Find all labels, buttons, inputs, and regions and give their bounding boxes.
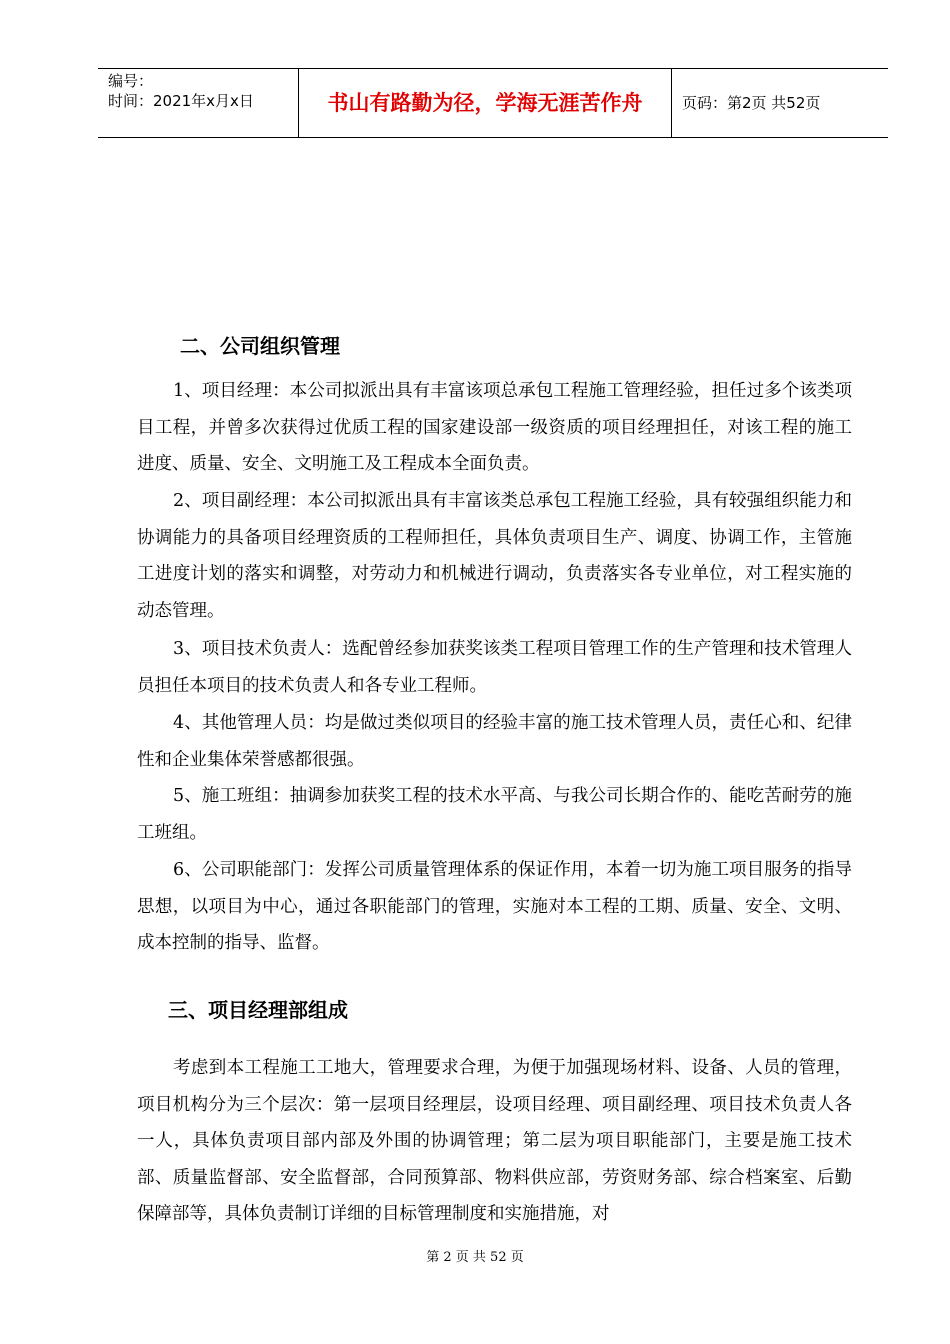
paragraph: 5、施工班组：抽调参加获奖工程的技术水平高、与我公司长期合作的、能吃苦耐劳的施工班组。 — [137, 786, 852, 843]
header-code-label: 编号： — [108, 72, 154, 90]
header-time-label: 时间：2021年x月x日 — [108, 92, 254, 110]
section-heading-project-department: 三、项目经理部组成 — [168, 998, 348, 1022]
paragraph: 考虑到本工程施工工地大，管理要求合理，为便于加强现场材料、设备、人员的管理，项目机构分为三个层次：第一层项目经理层，设项目经理、项目副经理、项目技术负责人各一人，具体负责项目部内部及外围的协调管理；第二层为项目职能部门，主要是施工技术部、质量监督部、安全监督部，合同预算部、物料供应部，劳资财务部、综合档案室、后勤保障部等，具体负责制订详细的目标管理制度和实施措施，对 — [137, 1058, 852, 1224]
paragraph: 3、项目技术负责人：选配曾经参加获奖该类工程项目管理工作的生产管理和技术管理人员担任本项目的技术负责人和各专业工程师。 — [137, 639, 852, 696]
header-motto: 书山有路勤为径，学海无涯苦作舟 — [299, 69, 672, 137]
page-header — [98, 68, 888, 138]
paragraph: 4、其他管理人员：均是做过类似项目的经验丰富的施工技术管理人员，责任心和、纪律性和企业集体荣誉感都很强。 — [137, 713, 852, 770]
paragraph: 6、公司职能部门：发挥公司质量管理体系的保证作用，本着一切为施工项目服务的指导思想，以项目为中心，通过各职能部门的管理，实施对本工程的工期、质量、安全、文明、成本控制的指导、监督。 — [137, 860, 852, 953]
header-page-cell — [672, 69, 888, 137]
header-page-info: 页码：第2页 共52页 — [682, 94, 821, 112]
page-footer: 第 2 页 共 52 页 — [426, 1250, 524, 1265]
section-heading-org-management: 二、公司组织管理 — [180, 334, 340, 358]
header-info-cell — [98, 69, 299, 137]
paragraph: 1、项目经理：本公司拟派出具有丰富该项总承包工程施工管理经验，担任过多个该类项目工程，并曾多次获得过优质工程的国家建设部一级资质的项目经理担任，对该工程的施工进度、质量、安全、文明施工及工程成本全面负责。 — [137, 381, 852, 474]
paragraph: 2、项目副经理：本公司拟派出具有丰富该类总承包工程施工经验，具有较强组织能力和协调能力的具备项目经理资质的工程师担任，具体负责项目生产、调度、协调工作，主管施工进度计划的落实和调整，对劳动力和机械进行调动，负责落实各专业单位，对工程实施的动态管理。 — [137, 491, 852, 621]
